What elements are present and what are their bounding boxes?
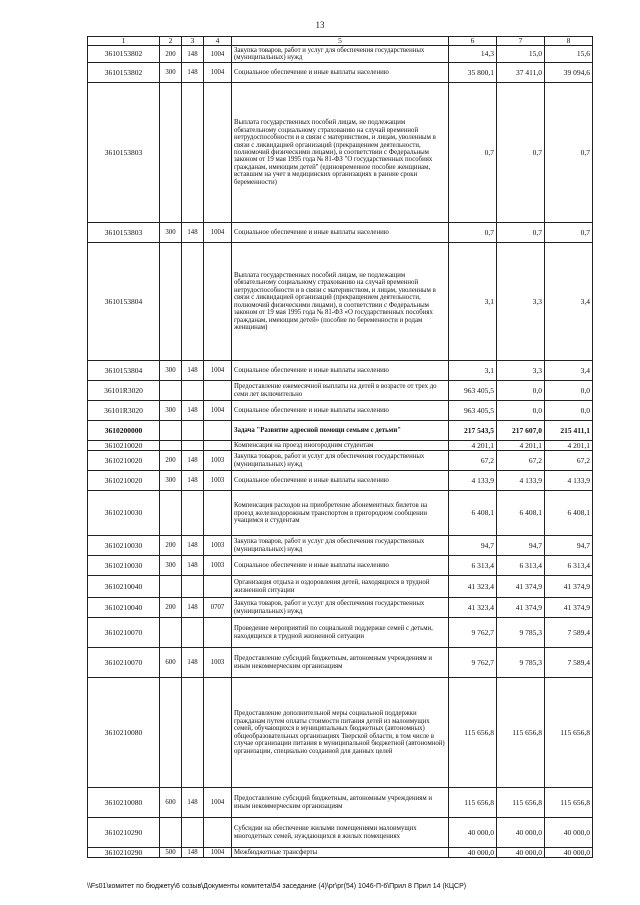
amount-year2-cell: 6 313,4: [497, 556, 545, 576]
description-cell: Социальное обеспечение и иные выплаты населению: [232, 401, 449, 421]
amount-year1-cell: 41 323,4: [449, 598, 497, 618]
table-row: [88, 361, 593, 381]
amount-year3-cell: 15,6: [545, 46, 593, 63]
description-cell: Предоставление дополнительной меры социальной поддержки гражданам путем оплаты стоимости питания детей из малоимущих семей, обучающихся в муниципальных бюджетных (автономных) общеобразовательных организациях Тверской области, в том числе в случае организации питания в муниципальной бюджетной (автономной) организации, специально созданной для данных целей: [232, 678, 449, 788]
section-cell: [204, 421, 232, 441]
expense-type-cell: 300: [160, 63, 182, 83]
section-cell: 1003: [204, 471, 232, 491]
budget-code-cell: 3610153803: [88, 83, 160, 223]
amount-year1-cell: 14,3: [449, 46, 497, 63]
budget-code-cell: 3610153802: [88, 63, 160, 83]
amount-year3-cell: 0,7: [545, 223, 593, 243]
amount-year3-cell: 0,0: [545, 401, 593, 421]
budget-code-cell: 3610210030: [88, 556, 160, 576]
expense-type-cell: [160, 678, 182, 788]
header-cell: 5: [232, 37, 449, 46]
header-row: [88, 37, 593, 46]
description-cell: Субсидии на обеспечение жилыми помещениями малоимущих многодетных семей, нуждающихся в жилых помещениях: [232, 818, 449, 848]
amount-year2-cell: 40 000,0: [497, 818, 545, 848]
amount-year1-cell: 94,7: [449, 536, 497, 556]
budget-code-cell: 3610210290: [88, 818, 160, 848]
expense-type-cell: 200: [160, 451, 182, 471]
amount-year2-cell: 9 785,3: [497, 648, 545, 678]
expense-type-cell: [160, 421, 182, 441]
amount-year3-cell: 3,4: [545, 243, 593, 361]
section-cell: 1003: [204, 556, 232, 576]
header-cell: 7: [497, 37, 545, 46]
file-path-footer: \\Fs01\комитет по бюджету\6 созыв\Документы комитета\54 заседание (4)\рг\рг(54) 1046-П-6\Прил 8 Прил 14 (КЦСР): [87, 883, 467, 890]
budget-code-cell: 3610210020: [88, 471, 160, 491]
amount-year2-cell: 3,3: [497, 361, 545, 381]
amount-year3-cell: 41 374,9: [545, 576, 593, 598]
header-cell: 3: [182, 37, 204, 46]
amount-year3-cell: 4 133,9: [545, 471, 593, 491]
department-cell: [182, 818, 204, 848]
expense-type-cell: [160, 818, 182, 848]
section-cell: 1004: [204, 788, 232, 818]
amount-year1-cell: 35 800,1: [449, 63, 497, 83]
department-cell: 148: [182, 536, 204, 556]
section-cell: [204, 441, 232, 451]
amount-year2-cell: 9 785,3: [497, 618, 545, 648]
description-cell: Закупка товаров, работ и услуг для обеспечения государственных (муниципальных) нужд: [232, 536, 449, 556]
amount-year2-cell: 15,0: [497, 46, 545, 63]
amount-year1-cell: 41 323,4: [449, 576, 497, 598]
budget-code-cell: 3610210080: [88, 678, 160, 788]
department-cell: 148: [182, 556, 204, 576]
amount-year2-cell: 4 133,9: [497, 471, 545, 491]
amount-year3-cell: 67,2: [545, 451, 593, 471]
department-cell: [182, 491, 204, 536]
section-cell: 1004: [204, 401, 232, 421]
budget-code-cell: 3610200000: [88, 421, 160, 441]
description-cell: Социальное обеспечение и иные выплаты населению: [232, 63, 449, 83]
amount-year2-cell: 41 374,9: [497, 576, 545, 598]
budget-code-cell: 3610210290: [88, 848, 160, 858]
description-cell: Компенсация расходов на приобретение абонементных билетов на проезд железнодорожным транспортом в пригородном сообщении учащимся и студентам: [232, 491, 449, 536]
table-row: [88, 818, 593, 848]
department-cell: [182, 421, 204, 441]
table-row: [88, 678, 593, 788]
description-cell: Компенсация на проезд иногородним студентам: [232, 441, 449, 451]
amount-year3-cell: 40 000,0: [545, 818, 593, 848]
expense-type-cell: 300: [160, 556, 182, 576]
amount-year1-cell: 4 133,9: [449, 471, 497, 491]
amount-year3-cell: 215 411,1: [545, 421, 593, 441]
table-row: [88, 63, 593, 83]
budget-code-cell: 3610153804: [88, 361, 160, 381]
expense-type-cell: [160, 243, 182, 361]
amount-year2-cell: 3,3: [497, 243, 545, 361]
table-row: [88, 648, 593, 678]
budget-code-cell: 3610153802: [88, 46, 160, 63]
amount-year1-cell: 3,1: [449, 361, 497, 381]
department-cell: 148: [182, 401, 204, 421]
header-cell: 8: [545, 37, 593, 46]
amount-year2-cell: 94,7: [497, 536, 545, 556]
description-cell: Межбюджетные трансферты: [232, 848, 449, 858]
amount-year2-cell: 217 607,0: [497, 421, 545, 441]
table-row: [88, 46, 593, 63]
amount-year1-cell: 963 405,5: [449, 401, 497, 421]
description-cell: Задача "Развитие адресной помощи семьям с детьми": [232, 421, 449, 441]
amount-year3-cell: 6 408,1: [545, 491, 593, 536]
section-cell: 1004: [204, 361, 232, 381]
amount-year1-cell: 40 000,0: [449, 818, 497, 848]
page-number: 13: [315, 20, 325, 30]
description-cell: Предоставление субсидий бюджетным, автономным учреждениям и иным некоммерческим организациям: [232, 648, 449, 678]
table-row: [88, 618, 593, 648]
table-row: [88, 83, 593, 223]
amount-year2-cell: 41 374,9: [497, 598, 545, 618]
expense-type-cell: [160, 618, 182, 648]
department-cell: 148: [182, 223, 204, 243]
amount-year1-cell: 0,7: [449, 83, 497, 223]
department-cell: 148: [182, 471, 204, 491]
table-row: [88, 471, 593, 491]
amount-year1-cell: 115 656,8: [449, 788, 497, 818]
department-cell: [182, 83, 204, 223]
budget-code-cell: 3610210030: [88, 536, 160, 556]
header-cell: 2: [160, 37, 182, 46]
amount-year1-cell: 115 656,8: [449, 678, 497, 788]
table-row: [88, 451, 593, 471]
section-cell: 0707: [204, 598, 232, 618]
budget-code-cell: 3610210070: [88, 648, 160, 678]
department-cell: [182, 441, 204, 451]
amount-year1-cell: 6 313,4: [449, 556, 497, 576]
budget-code-cell: 3610210020: [88, 441, 160, 451]
table-row: [88, 421, 593, 441]
amount-year2-cell: 0,7: [497, 223, 545, 243]
amount-year3-cell: 115 656,8: [545, 788, 593, 818]
expense-type-cell: 500: [160, 848, 182, 858]
amount-year3-cell: 7 589,4: [545, 618, 593, 648]
expense-type-cell: 300: [160, 361, 182, 381]
table-row: [88, 441, 593, 451]
amount-year1-cell: 217 543,5: [449, 421, 497, 441]
amount-year1-cell: 3,1: [449, 243, 497, 361]
description-cell: Социальное обеспечение и иные выплаты населению: [232, 471, 449, 491]
department-cell: [182, 678, 204, 788]
header-cell: 6: [449, 37, 497, 46]
amount-year1-cell: 0,7: [449, 223, 497, 243]
expense-type-cell: [160, 576, 182, 598]
amount-year1-cell: 40 000,0: [449, 848, 497, 858]
department-cell: 148: [182, 788, 204, 818]
amount-year1-cell: 67,2: [449, 451, 497, 471]
amount-year3-cell: 115 656,8: [545, 678, 593, 788]
table-row: [88, 788, 593, 818]
department-cell: 148: [182, 46, 204, 63]
header-cell: 1: [88, 37, 160, 46]
department-cell: [182, 576, 204, 598]
amount-year2-cell: 0,0: [497, 401, 545, 421]
table-row: [88, 848, 593, 858]
amount-year2-cell: 37 411,0: [497, 63, 545, 83]
expense-type-cell: [160, 381, 182, 401]
section-cell: 1004: [204, 46, 232, 63]
section-cell: [204, 678, 232, 788]
amount-year1-cell: 6 408,1: [449, 491, 497, 536]
department-cell: 148: [182, 63, 204, 83]
budget-code-cell: 3610210040: [88, 576, 160, 598]
section-cell: [204, 618, 232, 648]
budget-code-cell: 3610210070: [88, 618, 160, 648]
section-cell: [204, 576, 232, 598]
budget-code-cell: 3610210020: [88, 451, 160, 471]
description-cell: Социальное обеспечение и иные выплаты населению: [232, 223, 449, 243]
section-cell: 1003: [204, 648, 232, 678]
amount-year2-cell: 0,7: [497, 83, 545, 223]
table-row: [88, 576, 593, 598]
expense-type-cell: 200: [160, 536, 182, 556]
budget-code-cell: 3610153804: [88, 243, 160, 361]
department-cell: 148: [182, 648, 204, 678]
budget-code-cell: 36101R3020: [88, 381, 160, 401]
table-row: [88, 223, 593, 243]
section-cell: [204, 818, 232, 848]
amount-year2-cell: 115 656,8: [497, 788, 545, 818]
table-row: [88, 381, 593, 401]
table-row: [88, 491, 593, 536]
section-cell: 1004: [204, 63, 232, 83]
budget-code-cell: 3610210040: [88, 598, 160, 618]
amount-year1-cell: 4 201,1: [449, 441, 497, 451]
table-row: [88, 243, 593, 361]
department-cell: 148: [182, 848, 204, 858]
section-cell: 1004: [204, 223, 232, 243]
table-row: [88, 598, 593, 618]
department-cell: [182, 381, 204, 401]
description-cell: Выплата государственных пособий лицам, не подлежащим обязательному социальному страхованию на случай временной нетрудоспособности и в связи с материнством, и лицам, уволенным в связи с ликвидацией организаций (прекращением деятельности, полномочий физическими лицами), в соответствии с Федеральным законом от 19 мая 1995 года № 81-ФЗ «О государственных пособиях гражданам, имеющим детей» (пособие по беременности и родам женщинам): [232, 243, 449, 361]
amount-year2-cell: 115 656,8: [497, 678, 545, 788]
expense-type-cell: 600: [160, 788, 182, 818]
amount-year2-cell: 40 000,0: [497, 848, 545, 858]
department-cell: [182, 243, 204, 361]
expense-type-cell: [160, 441, 182, 451]
section-cell: 1004: [204, 848, 232, 858]
amount-year3-cell: 94,7: [545, 536, 593, 556]
amount-year2-cell: 0,0: [497, 381, 545, 401]
expense-type-cell: [160, 83, 182, 223]
amount-year2-cell: 4 201,1: [497, 441, 545, 451]
expense-type-cell: 300: [160, 401, 182, 421]
amount-year1-cell: 9 762,7: [449, 648, 497, 678]
amount-year3-cell: 6 313,4: [545, 556, 593, 576]
amount-year2-cell: 67,2: [497, 451, 545, 471]
description-cell: Предоставление ежемесячной выплаты на детей в возрасте от трех до семи лет включительно: [232, 381, 449, 401]
budget-code-cell: 3610210030: [88, 491, 160, 536]
amount-year2-cell: 6 408,1: [497, 491, 545, 536]
budget-code-cell: 3610153803: [88, 223, 160, 243]
department-cell: 148: [182, 598, 204, 618]
amount-year3-cell: 0,7: [545, 83, 593, 223]
amount-year3-cell: 40 000,0: [545, 848, 593, 858]
department-cell: 148: [182, 451, 204, 471]
table-row: [88, 401, 593, 421]
amount-year3-cell: 7 589,4: [545, 648, 593, 678]
description-cell: Предоставление субсидий бюджетным, автономным учреждениям и иным некоммерческим организациям: [232, 788, 449, 818]
description-cell: Закупка товаров, работ и услуг для обеспечения государственных (муниципальных) нужд: [232, 451, 449, 471]
header-cell: 4: [204, 37, 232, 46]
description-cell: Социальное обеспечение и иные выплаты населению: [232, 361, 449, 381]
amount-year1-cell: 963 405,5: [449, 381, 497, 401]
amount-year3-cell: 39 094,6: [545, 63, 593, 83]
department-cell: 148: [182, 361, 204, 381]
budget-table: [87, 36, 593, 858]
amount-year3-cell: 0,0: [545, 381, 593, 401]
amount-year3-cell: 41 374,9: [545, 598, 593, 618]
expense-type-cell: 200: [160, 598, 182, 618]
description-cell: Закупка товаров, работ и услуг для обеспечения государственных (муниципальных) нужд: [232, 598, 449, 618]
department-cell: [182, 618, 204, 648]
section-cell: [204, 243, 232, 361]
section-cell: [204, 83, 232, 223]
section-cell: 1003: [204, 536, 232, 556]
expense-type-cell: 600: [160, 648, 182, 678]
section-cell: [204, 491, 232, 536]
description-cell: Проведение мероприятий по социальной поддержке семей с детьми, находящихся в трудной жизненной ситуации: [232, 618, 449, 648]
description-cell: Организация отдыха и оздоровления детей, находящихся в трудной жизненной ситуации: [232, 576, 449, 598]
section-cell: [204, 381, 232, 401]
expense-type-cell: 200: [160, 46, 182, 63]
expense-type-cell: [160, 491, 182, 536]
amount-year3-cell: 4 201,1: [545, 441, 593, 451]
description-cell: Выплата государственных пособий лицам, не подлежащим обязательному социальному страхованию на случай временной нетрудоспособности и в связи с материнством, и лицам, уволенным в связи с ликвидацией организаций (прекращением деятельности, полномочий физическими лицами), в соответствии с Федеральным законом от 19 мая 1995 года № 81-ФЗ "О государственных пособиях гражданам, имеющим детей" (единовременное пособие женщинам, вставшим на учет в медицинских организациях в ранние сроки беременности): [232, 83, 449, 223]
amount-year1-cell: 9 762,7: [449, 618, 497, 648]
description-cell: Закупка товаров, работ и услуг для обеспечения государственных (муниципальных) нужд: [232, 46, 449, 63]
description-cell: Социальное обеспечение и иные выплаты населению: [232, 556, 449, 576]
budget-code-cell: 36101R3020: [88, 401, 160, 421]
expense-type-cell: 300: [160, 471, 182, 491]
amount-year3-cell: 3,4: [545, 361, 593, 381]
budget-code-cell: 3610210080: [88, 788, 160, 818]
expense-type-cell: 300: [160, 223, 182, 243]
section-cell: 1003: [204, 451, 232, 471]
table-row: [88, 536, 593, 556]
table-row: [88, 556, 593, 576]
